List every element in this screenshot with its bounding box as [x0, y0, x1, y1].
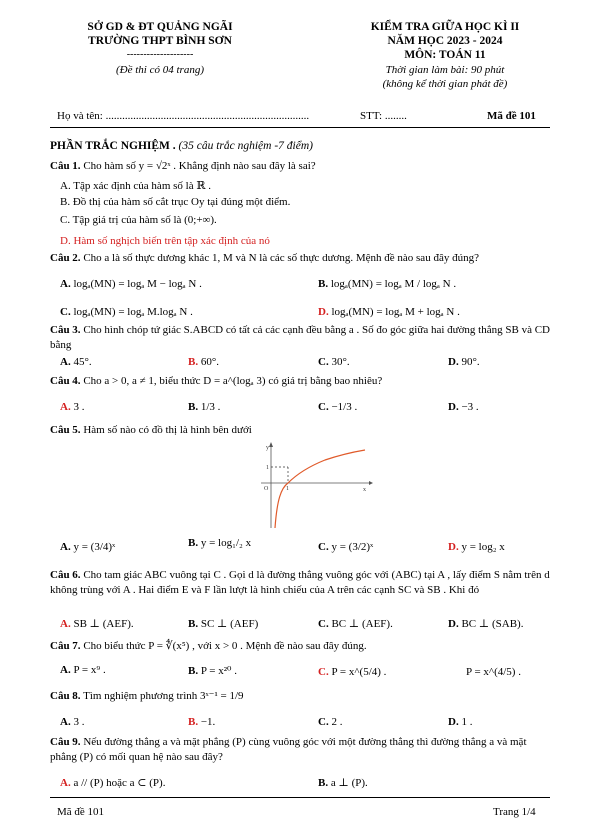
q7-option-a: A. P = x⁹ . — [60, 664, 106, 676]
q4-option-c: C. −1/3 . — [318, 401, 358, 413]
q2-option-c: C. logₐ(MN) = logₐ M.logₐ N . — [60, 306, 193, 318]
subject: MÔN: TOÁN 11 — [404, 49, 486, 61]
question-8 — [50, 689, 244, 702]
q8-option-c: C. 2 . — [318, 716, 343, 728]
q6-text: Cho tam giác ABC vuông tại C . Gọi d là đường thẳng vuông góc với (ABC) tại A , lấy điểm S nằm trên d không trùng với A . Hai điểm E và F lần lượt là hình chiếu của A trên các cạnh SC và SB . Khi đó — [50, 569, 550, 596]
q3-option-b: B. 60°. — [188, 356, 219, 368]
q6-option-a: A. SB ⊥ (AEF). — [60, 618, 134, 630]
duration-note: (không kể thời gian phát đề) — [382, 78, 508, 90]
q2-option-d: D. logₐ(MN) = logₐ M + logₐ N . — [318, 306, 460, 318]
q3-option-c: C. 30°. — [318, 356, 350, 368]
q1-text: Cho hàm số y = √2ˣ . Khẳng định nào sau đây là sai? — [83, 160, 316, 172]
q5-option-a: A. y = (3/4)ˣ — [60, 541, 116, 553]
q5-option-c: C. y = (3/2)ˣ — [318, 541, 374, 553]
footer-page-number: Trang 1/4 — [493, 806, 536, 818]
q9-option-a: A. a // (P) hoặc a ⊂ (P). — [60, 777, 166, 789]
function-graph — [255, 440, 375, 530]
question-5 — [50, 424, 252, 436]
footer-exam-code: Mã đề 101 — [57, 806, 105, 818]
stt-field: STT: ........ — [360, 110, 407, 122]
graph-y-one: 1 — [266, 465, 269, 471]
q4-label: Câu 4. — [50, 375, 81, 387]
student-name-field: Họ và tên: .......................................................................... — [57, 110, 310, 122]
question-7 — [50, 639, 367, 652]
q7-label: Câu 7. — [50, 640, 81, 652]
exam-duration: Thời gian làm bài: 90 phút — [385, 64, 505, 76]
question-9 — [50, 735, 554, 765]
question-2 — [50, 252, 479, 264]
q5-option-b: B. y = log₁/₂ x — [188, 537, 252, 549]
q1-option-a: A. Tập xác định của hàm số là ℝ . — [60, 180, 211, 192]
graph-x-one: 1 — [286, 486, 289, 492]
school-name: TRƯỜNG THPT BÌNH SƠN — [88, 35, 232, 47]
q9-text: Nếu đường thẳng a và mặt phẳng (P) cùng vuông góc với một đường thẳng thì đường thẳng a và mặt phẳng (P) có mối quan hệ nào sau đây? — [50, 736, 527, 763]
exam-code: Mã đề 101 — [487, 110, 536, 122]
footer-divider — [50, 797, 550, 798]
q4-option-d: D. −3 . — [448, 401, 479, 413]
q7-option-c: C. P = x^(5/4) . — [318, 666, 387, 678]
section-title: PHẦN TRẮC NGHIỆM . — [50, 140, 176, 152]
q3-text: Cho hình chóp tứ giác S.ABCD có tất cả các cạnh đều bằng a . Số đo góc giữa hai đường thẳng SB và CD bằng — [50, 324, 550, 351]
q9-label: Câu 9. — [50, 736, 81, 748]
q1-label: Câu 1. — [50, 160, 81, 172]
graph-y-label: y — [266, 445, 269, 451]
q8-option-a: A. 3 . — [60, 716, 85, 728]
question-6 — [50, 568, 554, 598]
q5-text: Hàm số nào có đồ thị là hình bên dưới — [83, 424, 252, 436]
q3-option-d: D. 90°. — [448, 356, 480, 368]
section-heading — [50, 140, 313, 152]
q8-label: Câu 8. — [50, 690, 81, 702]
question-4 — [50, 375, 382, 387]
q5-option-d: D. y = log₂ x — [448, 541, 505, 553]
q1-option-c: C. Tập giá trị của hàm số là (0;+∞). — [60, 214, 217, 226]
q9-option-b: B. a ⊥ (P). — [318, 777, 368, 789]
separator-dashes: -------------------- — [126, 49, 194, 60]
q2-label: Câu 2. — [50, 252, 81, 264]
header-divider — [50, 127, 550, 128]
q2-text: Cho a là số thực dương khác 1, M và N là các số thực dương. Mệnh đề nào sau đây đúng? — [83, 252, 479, 264]
x-axis-arrow-icon — [369, 481, 373, 485]
question-1 — [50, 160, 316, 172]
department-name: SỞ GD & ĐT QUẢNG NGÃI — [87, 21, 233, 33]
graph-origin-label: O — [264, 486, 269, 492]
q3-label: Câu 3. — [50, 324, 81, 336]
q6-option-c: C. BC ⊥ (AEF). — [318, 618, 393, 630]
exam-title: KIỂM TRA GIỮA HỌC KÌ II — [370, 21, 520, 33]
y-axis-arrow-icon — [269, 442, 273, 447]
q7-option-d: P = x^(4/5) . — [466, 666, 521, 678]
q1-option-b: B. Đồ thị của hàm số cắt trục Oy tại đúng một điểm. — [60, 196, 291, 208]
q2-option-b: B. logₐ(MN) = logₐ M / logₐ N . — [318, 278, 457, 290]
q6-label: Câu 6. — [50, 569, 81, 581]
page-count-note: (Đề thi có 04 trang) — [116, 64, 204, 76]
q5-label: Câu 5. — [50, 424, 81, 436]
q3-option-a: A. 45°. — [60, 356, 92, 368]
q2-option-a: A. logₐ(MN) = logₐ M − logₐ N . — [60, 278, 202, 290]
q6-option-b: B. SC ⊥ (AEF) — [188, 618, 259, 630]
q8-option-d: D. 1 . — [448, 716, 473, 728]
q4-option-a: A. 3 . — [60, 401, 85, 413]
q7-option-b: B. P = x²⁰ . — [188, 665, 237, 677]
q8-option-b: B. −1. — [188, 716, 216, 728]
q8-text: Tìm nghiệm phương trình 3ˣ⁻¹ = 1/9 — [83, 690, 244, 702]
question-3 — [50, 323, 554, 353]
school-year: NĂM HỌC 2023 - 2024 — [387, 35, 503, 47]
q7-text: Cho biểu thức P = ∜(x⁵) , với x > 0 . Mệnh đề nào sau đây đúng. — [83, 640, 367, 652]
q1-option-d: D. Hàm số nghịch biến trên tập xác định của nó — [60, 235, 270, 247]
section-note: (35 câu trắc nghiệm -7 điểm) — [178, 140, 313, 152]
q4-option-b: B. 1/3 . — [188, 401, 221, 413]
q4-text: Cho a > 0, a ≠ 1, biểu thức D = a^(logₐ 3) có giá trị bằng bao nhiêu? — [83, 375, 383, 387]
graph-x-label: x — [363, 487, 366, 493]
q6-option-d: D. BC ⊥ (SAB). — [448, 618, 524, 630]
